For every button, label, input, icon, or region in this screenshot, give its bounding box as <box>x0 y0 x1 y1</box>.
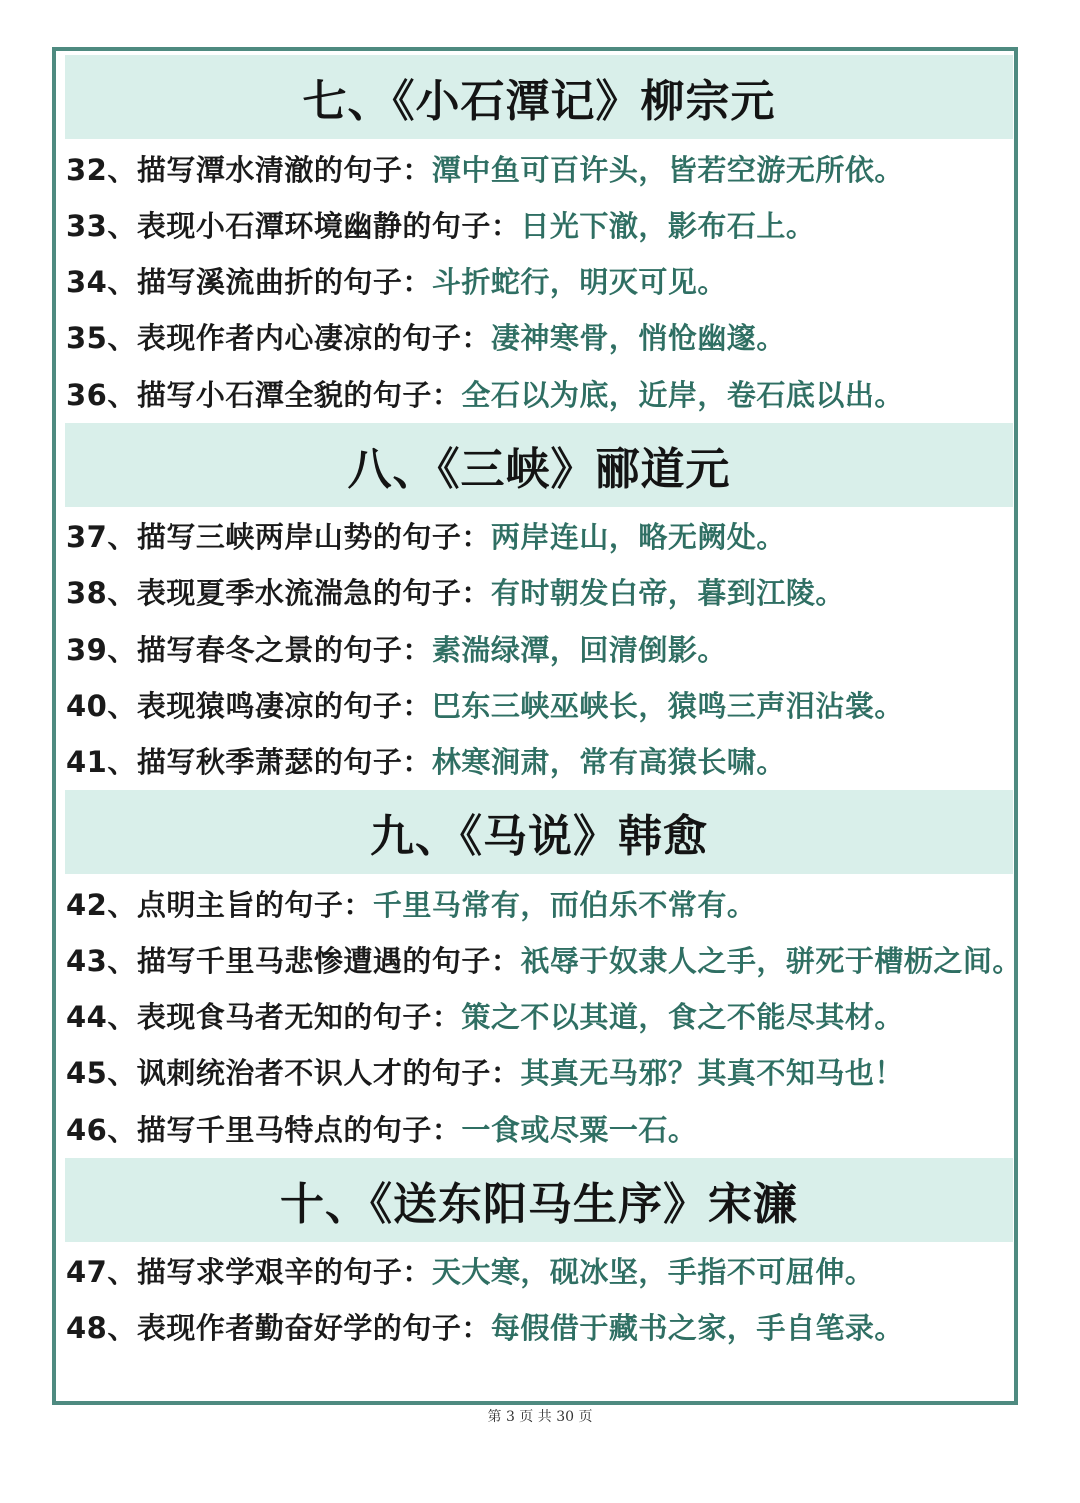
item-label: 46、描写千里马特点的句子： <box>66 1113 462 1147</box>
list-item <box>66 568 1016 618</box>
section-title: 九、《马说》韩愈 <box>370 811 708 862</box>
section-title: 八、《三峡》郦道元 <box>347 444 731 495</box>
list-item <box>66 1247 1016 1297</box>
list-item <box>66 145 1016 195</box>
item-quote: 巴东三峡巫峡长，猿鸣三声泪沾裳。 <box>431 689 904 723</box>
item-quote: 天大寒，砚冰坚，手指不可屈伸。 <box>431 1255 875 1289</box>
page-number-footer: 第 3 页 共 30 页 <box>487 1409 593 1425</box>
list-item <box>66 257 1016 307</box>
item-quote: 策之不以其道，食之不能尽其材。 <box>461 1000 904 1034</box>
item-quote: 祇辱于奴隶人之手，骈死于槽枥之间。 <box>520 944 1022 978</box>
item-quote: 林寒涧肃，常有高猿长啸。 <box>431 745 786 779</box>
item-label: 35、表现作者内心凄凉的句子： <box>66 321 491 355</box>
item-label: 43、描写千里马悲惨遭遇的句子： <box>66 944 521 978</box>
item-label: 41、描写秋季萧瑟的句子： <box>66 745 432 779</box>
item-label: 40、表现猿鸣凄凉的句子： <box>66 689 432 723</box>
list-item <box>66 936 1022 986</box>
section-header-4 <box>65 1158 1013 1242</box>
item-label: 42、点明主旨的句子： <box>66 888 373 922</box>
section-title: 十、《送东阳马生序》宋濂 <box>280 1179 798 1230</box>
item-label: 34、描写溪流曲折的句子： <box>66 265 432 299</box>
item-label: 33、表现小石潭环境幽静的句子： <box>66 209 521 243</box>
item-quote: 每假借于藏书之家，手自笔录。 <box>490 1311 904 1345</box>
list-item <box>66 1303 1016 1353</box>
item-label: 44、表现食马者无知的句子： <box>66 1000 462 1034</box>
section-title: 七、《小石潭记》柳宗元 <box>302 76 776 127</box>
item-quote: 两岸连山，略无阙处。 <box>490 520 786 554</box>
section-header-3 <box>65 790 1013 874</box>
item-quote: 日光下澈，影布石上。 <box>520 209 816 243</box>
list-item <box>66 737 1016 787</box>
item-label: 32、描写潭水清澈的句子： <box>66 153 432 187</box>
item-quote: 凄神寒骨，悄怆幽邃。 <box>490 321 786 355</box>
section-header-1 <box>65 55 1013 139</box>
list-item <box>66 992 1016 1042</box>
item-label: 39、描写春冬之景的句子： <box>66 633 432 667</box>
item-label: 45、讽刺统治者不识人才的句子： <box>66 1056 521 1090</box>
list-item <box>66 313 1016 363</box>
list-item <box>66 512 1016 562</box>
item-label: 38、表现夏季水流湍急的句子： <box>66 576 491 610</box>
list-item <box>66 370 1016 420</box>
item-quote: 全石以为底，近岸，卷石底以出。 <box>461 378 904 412</box>
item-label: 37、描写三峡两岸山势的句子： <box>66 520 491 554</box>
item-label: 47、描写求学艰辛的句子： <box>66 1255 432 1289</box>
list-item <box>66 1048 1016 1098</box>
list-item <box>66 1105 1016 1155</box>
list-item <box>66 681 1016 731</box>
list-item <box>66 880 1016 930</box>
item-quote: 潭中鱼可百许头，皆若空游无所依。 <box>431 153 904 187</box>
section-header-2 <box>65 423 1013 507</box>
item-quote: 千里马常有，而伯乐不常有。 <box>372 888 757 922</box>
item-quote: 斗折蛇行，明灭可见。 <box>431 265 727 299</box>
item-quote: 一食或尽粟一石。 <box>461 1113 698 1147</box>
item-quote: 素湍绿潭，回清倒影。 <box>431 633 727 667</box>
item-quote: 其真无马邪？其真不知马也！ <box>520 1056 904 1090</box>
item-label: 36、描写小石潭全貌的句子： <box>66 378 462 412</box>
list-item <box>66 201 1016 251</box>
list-item <box>66 625 1016 675</box>
item-quote: 有时朝发白帝，暮到江陵。 <box>490 576 845 610</box>
item-label: 48、表现作者勤奋好学的句子： <box>66 1311 491 1345</box>
